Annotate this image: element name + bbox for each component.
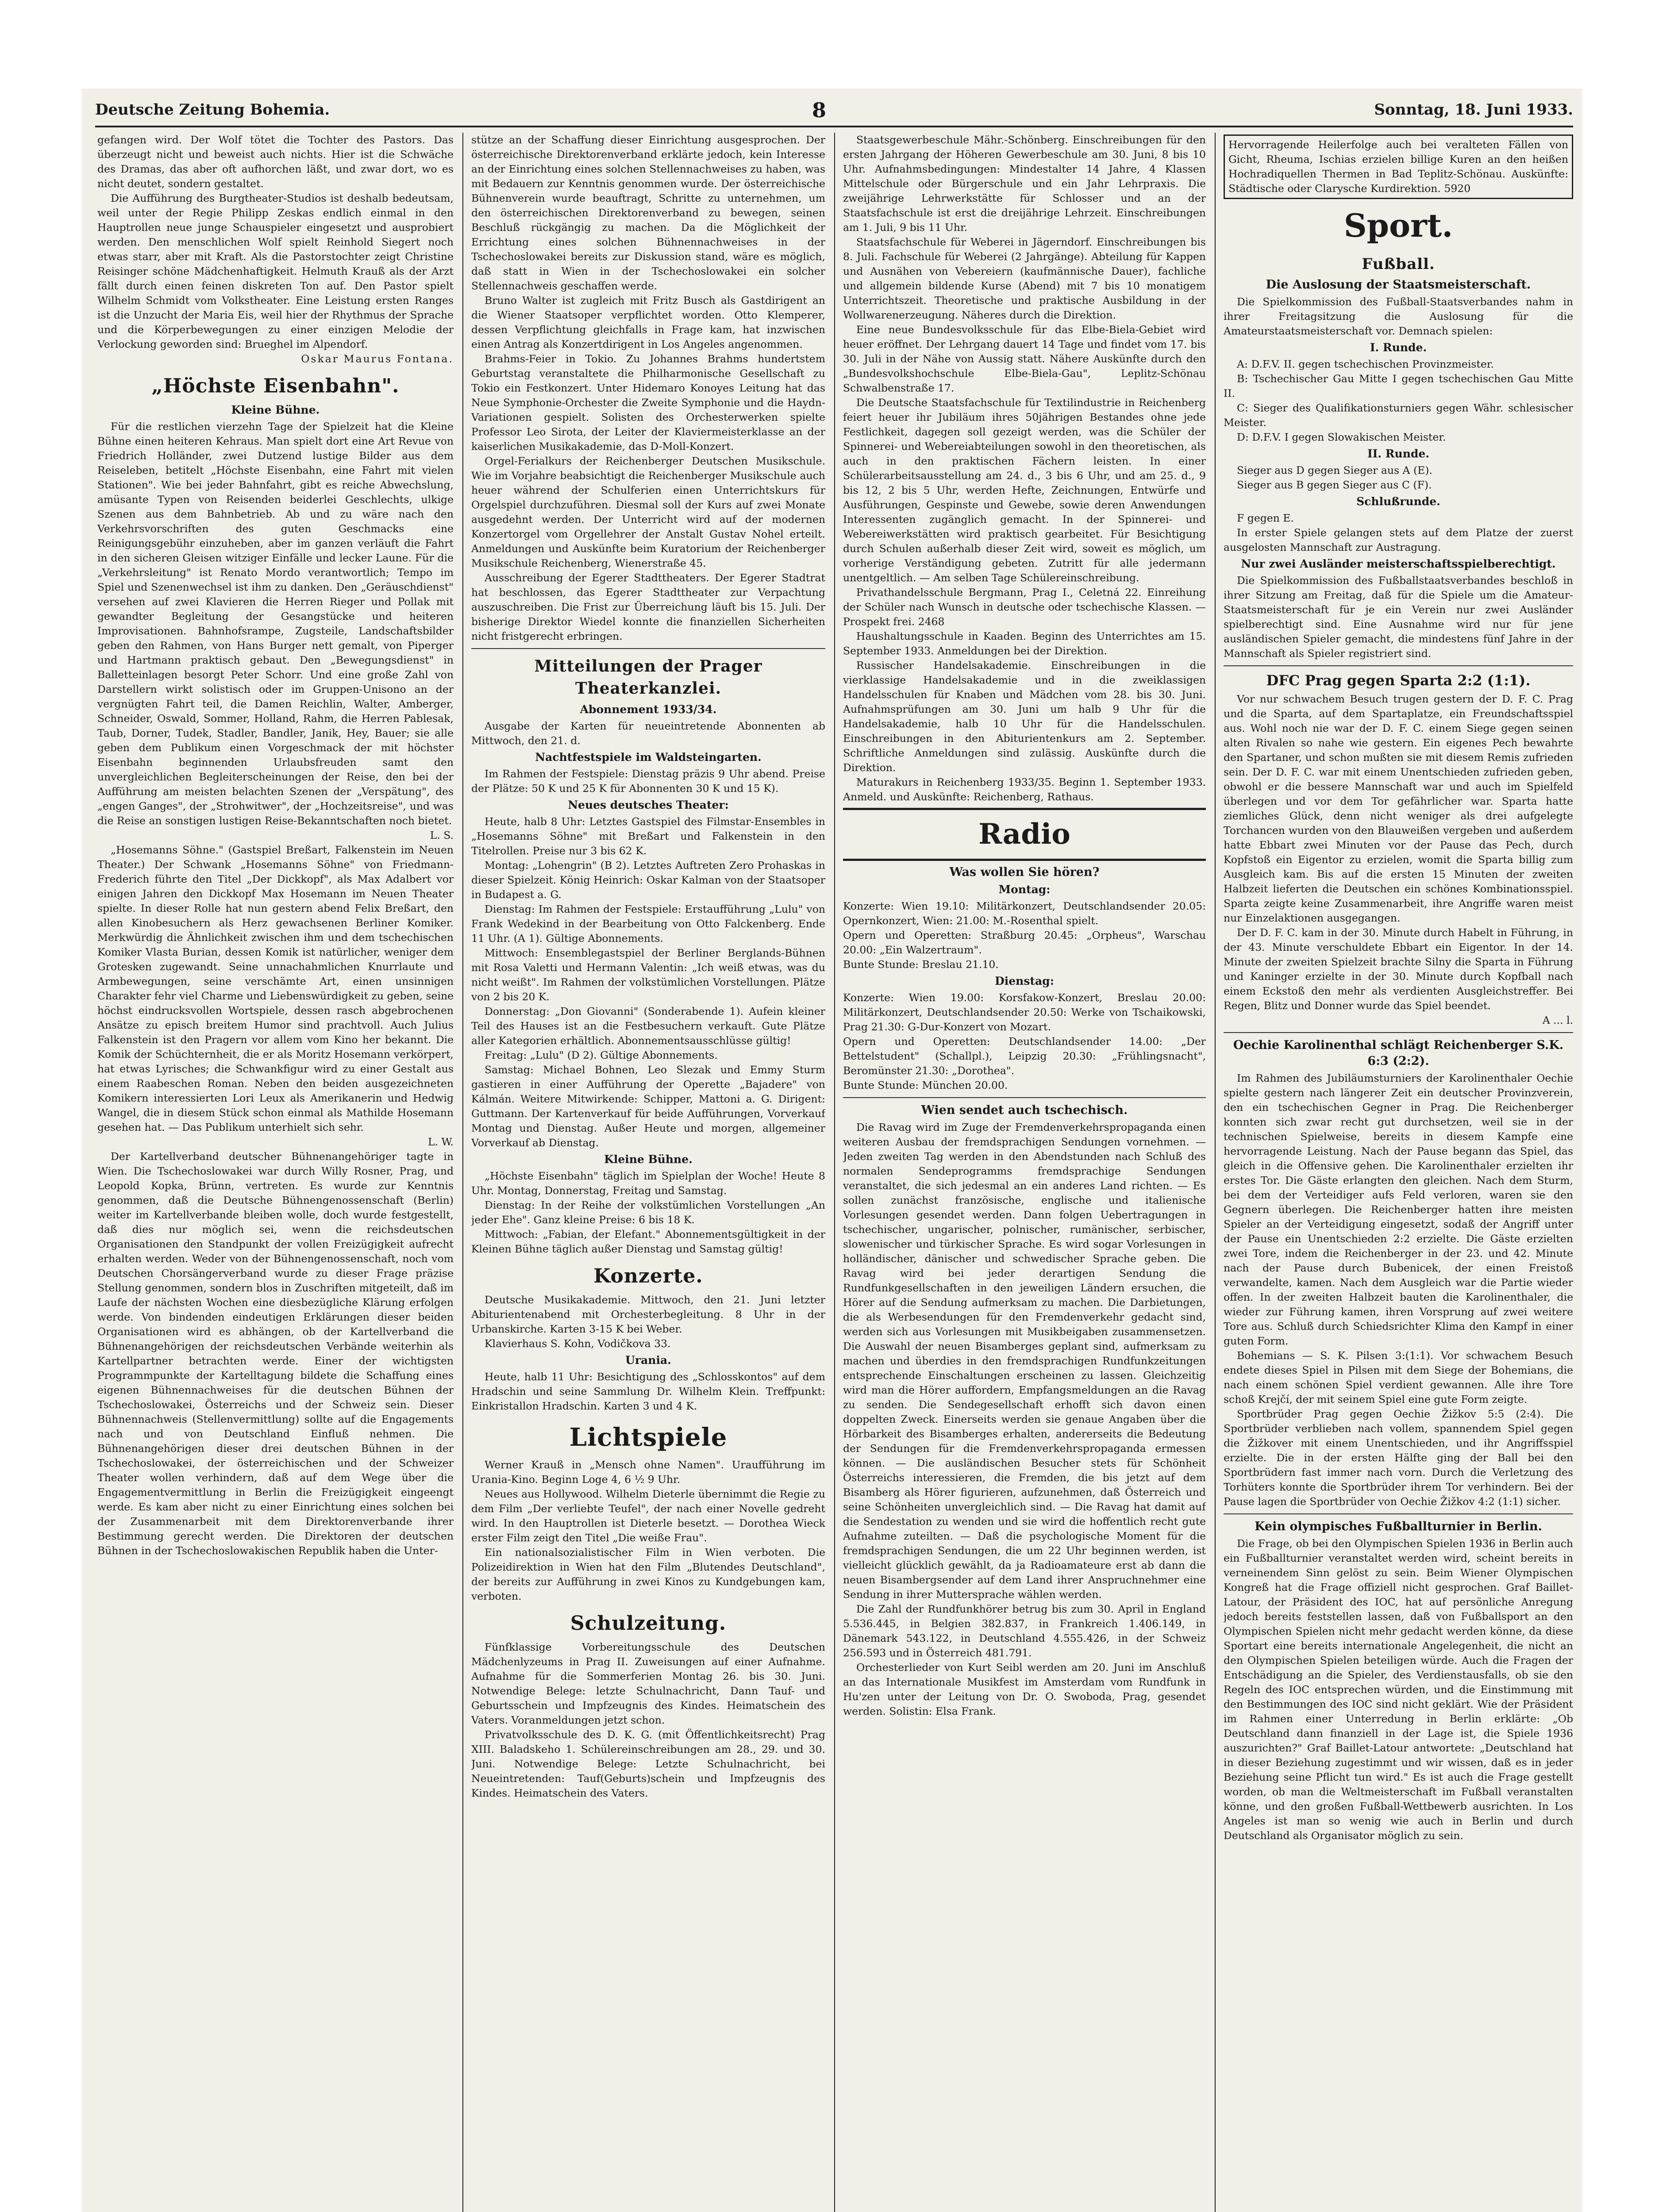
- fixture-line: F gegen E.: [1237, 512, 1294, 524]
- section-rule: [843, 859, 1206, 861]
- notice-paragraph: Montag: „Lohengrin" (B 2). Letztes Auftreten Zero Prohaskas in dieser Spielzeit. König Heinrich: Oskar Kalman von der Staatsoper in Budapest a. G.: [471, 859, 825, 901]
- article-paragraph: Die Spielkommission des Fußball-Staatsverbandes nahm in ihrer Freitagsitzung die Auslosung für die Amateurstaatsmeisterschaft vor. Demnach spielen:: [1224, 296, 1573, 337]
- article-paragraph: Bruno Walter ist zugleich mit Fritz Busch als Gastdirigent an die Wiener Staatsoper verpflichtet worden. Otto Klemperer, dessen Verpflichtung gleichfalls in Frage kam, hat inzwischen einen Antrag als Konzertdirigent in Los Angeles angenommen.: [471, 294, 825, 350]
- notice-paragraph: Privatvolksschule des D. K. G. (mit Öffentlichkeitsrecht) Prag XIII. Baladskeho 1. Schülereinschreibungen am 28., 29. und 30. Juni. Notwendige Belege: Letzte Schulnachricht, bei Neueintretenden: Tauf(Geburts)schein und Impfzeugnis des Kindes. Heimatschein des Vaters.: [471, 1728, 825, 1799]
- article-paragraph: Orgel-Ferialkurs der Reichenberger Deutschen Musikschule. Wie im Vorjahre beabsichtigt die Reichenberger Musikschule auch heuer während der Schulferien einen Unterrichtskurs für Orgelspiel durchzuführen. Diesmal soll der Kurs auf zwei Monate ausgedehnt werden. Der Unterricht wird auf der modernen Konzertorgel vom Orgellehrer der Anstalt Gustav Nohel erteilt. Anmeldungen und Auskünfte beim Kuratorium der Reichenberger Musikschule Reichenberg, Wienerstraße 45.: [471, 455, 825, 569]
- notice-paragraph: Neues aus Hollywood. Wilhelm Dieterle übernimmt die Regie zu dem Film „Der verliebte Teufel", der nach einer Novelle gedreht wird. In den Hauptrollen ist Dieterle besetzt. — Dorothea Wieck erster Film zeigt den Titel „Die weiße Frau".: [471, 1488, 825, 1544]
- headline-nur-zwei-auslaender: Nur zwei Ausländer meisterschaftsspielberechtigt.: [1241, 557, 1556, 570]
- article-paragraph: Die Frage, ob bei den Olympischen Spielen 1936 in Berlin auch ein Fußballturnier veranstaltet werden wird, scheint bereits in verneinendem Sinn gelöst zu sein. Beim Wiener Olympischen Kongreß hat die Frage offiziell nicht gesprochen. Graf Baillet-Latour, der Präsident des IOC, hat auf persönliche Anregung jedoch bereits feststellen lassen, daß von Fußballsport an den Olympischen Spielen nicht mehr gedacht werden könne, da diese Sportart eine bereits internationale Angelegenheit, die nicht an den Olympischen Spielen beteiligen würde. Auch die Fragen der Entschädigung an die Spieler, des Verdienstausfalls, ob sie den Regeln des IOC entsprechen würden, und die Einstimmung mit den Bestimmungen des IOC sind nicht geklärt. Wie der Präsident im Rahmen einer Unterredung in Berlin erklärte: „Ob Deutschland dann finanziell in der Lage ist, die Spiele 1936 auszurichten?" Graf Baillet-Latour antwortete: „Deutschland hat in dieser Beziehung zugestimmt und wir wissen, daß es in jeder Beziehung seine Pflicht tun wird." Es ist auch die Frage gestellt worden, ob man die Weltmeisterschaft im Fußball veranstalten könne, und den großen Fußball-Wettbewerb ausrichten. In Los Angeles ist man so wenig wie auch in Berlin und durch Deutschland als Organisator möglich zu sein.: [1224, 1537, 1573, 1842]
- column-1: [97, 133, 454, 2212]
- headline-wien-sendet: Wien sendet auch tschechisch.: [921, 1103, 1128, 1117]
- article-paragraph: Für die restlichen vierzehn Tage der Spielzeit hat die Kleine Bühne einen heiteren Kehraus. Man spielt dort eine Art Revue von Friedrich Holländer, zwei Dutzend lustige Bilder aus dem Reiseleben, betitelt „Höchste Eisenbahn, eine Fahrt mit vielen Stationen". Wie bei jeder Bahnfahrt, gibt es reiche Abwechslung, amüsante Typen von Reisenden beiderlei Geschlechts, ulkige Szenen aus dem Bahnbetrieb. Ab und zu wäre nach den Verkehrsvorschriften des guten Geschmacks eine Reinigungsgebühr einzuheben, aber im ganzen verläuft die Fahrt in den sicheren Gleisen witziger Einfälle und lecker Laune. Für die „Verkehrsleitung" ist Renato Mordo verantwortlich; Tempo im Spiel und Szenenwechsel ist ihm zu danken. Den „Geräuschdienst" versehen auf zwei Klavieren die Herren Rieger und Pollak mit gewandter Begleitung der Gesangstücke und heiteren Improvisationen. Bahnhofsrampe, Zugsteile, Landschaftsbilder geben den Rahmen, von Hans Burger nett gemalt, von Piperger und Hartmann praktisch gebaut. Den „Bewegungsdienst" in Balletteinlagen besorgt Peter Schorr. Und eine große Zahl von Darstellern wirkt solistisch oder im Gruppen-Unisono an der vergnügten Fahrt teil, die Damen Reichlin, Walter, Amberger, Schneider, Oswald, Sommer, Holland, Rahm, die Herren Pablesak, Taub, Dorner, Tudek, Stadler, Bandler, Janik, Hey, Bauer; sie alle geben dem Publikum einen Vorgeschmack der mit höchster Eisenbahn beginnenden Urlaubsfreuden samt den unvergleichlichen Begleiterscheinungen der Reise, den bei der Aufführung am meisten belachten Szenen der „Verspätung", des „engen Ganges", der „Strohwitwer", der „Hochzeitsreise", und was die Reise an sonstigen lustigen Reise-Bekanntschaften noch bietet.: [97, 420, 454, 827]
- article-paragraph: stütze an der Schaffung dieser Einrichtung ausgesprochen. Der österreichische Direktorenverband erklärte jedoch, kein Interesse an der Einrichtung eines solchen Stellennachweises zu haben, was mit Bedauern zur Kenntnis genommen wurde. Der österreichische Bühnenverein wurde beauftragt, Schritte zu unternehmen, um den österreichischen Direktorenverband zu bewegen, seinen Beschluß rückgängig zu machen. Da die Möglichkeit der Errichtung eines solchen Bühnennachweises in der Tschechoslowakei bereits zur Diskussion stand, wäre es möglich, daß statt in Wien in der Tschechoslowakei ein solcher Stellennachweis geschaffen werde.: [471, 134, 825, 292]
- notice-paragraph: Freitag: „Lulu" (D 2). Gültige Abonnements.: [485, 1049, 718, 1061]
- headline-was-wollen-sie-hoeren: Was wollen Sie hören?: [949, 865, 1100, 879]
- article-paragraph: gefangen wird. Der Wolf tötet die Tochter des Pastors. Das überzeugt nicht und beweist auch nichts. Hier ist die Schwäche des Dramas, das aber oft aufhorchen läßt, und zwar dort, wo es nicht deutet, sondern gestaltet.: [97, 134, 454, 190]
- article-paragraph: Vor nur schwachem Besuch trugen gestern der D. F. C. Prag und die Sparta, auf dem Spartaplatze, ein Freundschaftsspiel aus. Wohl noch nie war der D. F. C. einem Siege gegen seinen alten Rivalen so nahe wie gestern. Ein eigenes Pech bewahrte den Spartaner, und schon mußten sie mit diesem Remis zufrieden sein. Der D. F. C. war mit einem Unentschieden zufrieden geben, obwohl er die bessere Mannschaft war und auch im Spielfeld überlegen und vor dem Tor gefährlicher war. Sparta hatte ziemliches Glück, denn nicht weniger als drei aufgelegte Torchancen wurden von den Blauweißen vergeben und außerdem hatte Ebbart zwei Minuten vor der Pause das Pech, durch Kopfstoß ein Eigentor zu erzielen, womit die Sparta billig zum Ausgleich kam. Bis auf die ersten 15 Minuten der zweiten Halbzeit lieferten die Deutschen ein schönes Kombinationsspiel. Sparta zeigte keine Zusammenarbeit, ihre Angriffe waren meist nur Einzelaktionen ausgegangen.: [1224, 693, 1573, 924]
- subheadline-waldsteingarten: Nachtfestspiele im Waldsteingarten.: [535, 751, 762, 764]
- subheadline-abonnement: Abonnement 1933/34.: [580, 703, 717, 716]
- subheadline-kleine-buehne: Kleine Bühne.: [231, 403, 320, 416]
- article-paragraph: Der Kartellverband deutscher Bühnenangehöriger tagte in Wien. Die Tschechoslowakei war durch Willy Rosner, Prag, und Leopold Kopka, Brünn, vertreten. Es wurde zur Kenntnis genommen, daß die Deutsche Bühnengenossenschaft (Berlin) weiter im Kartellverbande bleiben wolle, doch wurde festgestellt, daß dies nur möglich sei, wenn die reichsdeutschen Organisationen den Standpunkt der vollen Freizügigkeit aufrecht erhalten werden. Weder von der Bühnengenossenschaft, noch vom Deutschen Chorsängerverband wurde zu dieser Frage präzise Stellung genommen, sondern blos in Zuschriften mitgeteilt, daß im Laufe der nächsten Wochen eine diesbezügliche Klärung erfolgen werde. Von bindenden eindeutigen Erklärungen dieser beiden Organisationen wird es abhängen, ob der Kartellverband die Bühnenangehörigen der reichsdeutschen Verbände weiterhin als Kartellpartner betrachten werde. Einer der wichtigsten Programmpunkte der Kartelltagung bildete die Schaffung eines eigenen Bühnennachweises für die deutschen Bühnen der Tschechoslowakei, Österreichs und der Schweiz sein. Dieser Bühnennachweis (Stellenvermittlung) sollte auf die Engagements nach und von Deutschland Einfluß nehmen. Die Bühnenangehörigen dieser drei deutschen Bühnen in der Tschechoslowakei, der österreichischen und der Schweizer Theater wollen verhindern, daß auf dem Wege über die Engagementvermittlung in Berlin die Freizügigkeit eingeengt werde. Es kam aber nicht zu einer Einrichtung eines solchen bei der Zusammenarbeit mit dem Direktorenverbande ihrer Bestimmung gerecht werden. Die Direktoren der deutschen Bühnen in der Tschechoslowakischen Republik haben die Unter-: [97, 1150, 454, 1557]
- column-divider: [834, 133, 835, 2212]
- column-2: [471, 133, 825, 2212]
- radio-listing: Bunte Stunde: München 20.00.: [843, 1079, 1008, 1091]
- advertisement-text: Hervorragende Heilerfolge auch bei veralteten Fällen von Gicht, Rheuma, Ischias erzielen billige Kuren an den heißen Hochradiquellen Thermen in Bad Teplitz-Schönau. Auskünfte: Städtische oder Clarysche Kurdirektion. 5920: [1228, 138, 1568, 195]
- headline-schulzeitung: Schulzeitung.: [570, 1612, 727, 1635]
- article-paragraph: Der D. F. C. kam in der 30. Minute durch Habelt in Führung, in der 43. Minute verschuldete Ebbart ein Eigentor. In der 14. Minute der zweiten Spielzeit brachte Silny die Sparta in Führung und Kaninger erzielte in der 30. Minute durch Kopfball nach einem Eckstoß den mehr als verdienten Ausgleichstreffer. Bei Regen, Blitz und Donner wurde das Spiel beendet.: [1224, 926, 1573, 1012]
- subheadline-montag: Montag:: [998, 883, 1051, 896]
- notice-paragraph: „Höchste Eisenbahn" täglich im Spielplan der Woche! Heute 8 Uhr. Montag, Donnerstag, Freitag und Samstag.: [471, 1170, 825, 1197]
- column-4: [1224, 133, 1573, 2212]
- section-rule: [1224, 1513, 1573, 1514]
- subheadline-schlussrunde: Schlußrunde.: [1356, 495, 1440, 508]
- advertisement-box: [1224, 134, 1573, 199]
- subheadline-runde-2: II. Runde.: [1367, 447, 1429, 460]
- article-paragraph: Orchesterlieder von Kurt Seibl werden am 20. Juni im Anschluß an das Internationale Musikfest im Amsterdam vom Rundfunk in Hu'zen unter der Leitung von Dr. O. Swoboda, Prag, gesendet werden. Solistin: Elsa Frank.: [843, 1661, 1206, 1717]
- radio-listing: Bunte Stunde: Breslau 21.10.: [843, 958, 999, 971]
- article-paragraph: Brahms-Feier in Tokio. Zu Johannes Brahms hundertstem Geburtstag veranstaltete die Philharmonische Gesellschaft zu Tokio ein Festkonzert. Unter Hidemaro Konoyes Leitung hat das Neue Symphonie-Orchester die Zweite Symphonie und die Haydn-Variationen gespielt. Solisten des Orchesterwerken spielte Professor Leo Sirota, der Leiter der Klaviermeisterklasse an der kaiserlichen Musikakademie, das D-Moll-Konzert.: [471, 353, 825, 453]
- article-paragraph: Die Spielkommission des Fußballstaatsverbandes beschloß in ihrer Sitzung am Freitag, daß für die Spiele um die Amateur-Staatsmeisterschaft für je ein Verein nur zwei Ausländer spielberechtigt sind. Eine Ausnahme wird nur für jene ausländischen Spieler gemacht, die mindestens fünf Jahre in der Mannschaft als Spieler registriert sind.: [1224, 574, 1573, 660]
- section-rule: [843, 808, 1206, 810]
- section-title-radio: Radio: [978, 818, 1070, 851]
- article-paragraph: „Hosemanns Söhne." (Gastspiel Breßart, Falkenstein im Neuen Theater.) Der Schwank „Hosemanns Söhne" von Friedmann-Frederich führte den Titel „Der Dickkopf", als Max Adalbert vor einigen Jahren den Dickkopf Max Hosemann im Neuen Theater spielte. In dieser Rolle hat nun gestern abend Felix Breßart, den allen Kinobesuchern als Herz gewachsenen Berliner Komiker. Merkwürdig die Ähnlichkeit zwischen ihm und dem tschechischen Komiker Vlasta Burian, dessen Komik ist natürlicher, weniger dem Grotesken zugewandt. Seine unnachahmlichen Knurrlaute und Armbewegungen, seine verschämte Art, einen unsinnigen Charakter fehr viel Charme und Liebenswürdigkeit zu geben, seine höchst eindrucksvollen Wortspiele, dessen rasch abgebrochenen Ansätze zu episch breitem Humor sind prachtvoll. Auch Julius Falkenstein ist den Pragern vor allem vom Kino her bekannt. Die Komik der Schüchternheit, die er als Moritz Hosemann verkörpert, hat etwas Lyrisches; die Schwankfigur wird zu einer Gestalt aus einem Raabeschen Roman. Neben den beiden ausgezeichneten Komikern interessierten Lori Leux als Amerikanerin und Hedwig Wangel, die in diesem Stück schon einmal als Mathilde Hosemann gesehen hat. — Das Publikum unterhielt sich sehr.: [97, 844, 454, 1133]
- page-header: [95, 96, 1573, 123]
- article-paragraph: Die Ravag wird im Zuge der Fremdenverkehrspropaganda einen weiteren Ausbau der fremdsprachigen Sendungen vornehmen. — Jeden zweiten Tag werden in den Abendstunden nach Schluß des normalen Sendeprogramms fremdsprachige Sendungen veranstaltet, die sich jedesmal an ein anderes Land richten. — Es sollen zunächst französische, englische und italienische Vorlesungen gesendet werden. Dann folgen Uebertragungen in tschechischer, ungarischer, polnischer, rumänischer, serbischer, slowenischer und türkischer Sprache. Es wird sogar Vorlesungen in holländischer, dänischer und schwedischer Sprache geben. Die Ravag wird bei jeder derartigen Sendung die Rundfunkgesellschaften in den jeweiligen Ländern ersuchen, die Hörer auf die Sendung aufmerksam zu machen. Die Darbietungen, die als Werbesendungen für den Fremdenverkehr gedacht sind, werden sich aus Vorlesungen mit Musikbeigaben zusammensetzen. Die Auswahl der neuen Bisamberges geplant sind, aufmerksam zu machen und überdies in den fremdsprachigen Rundfunkzeitungen entsprechende Einschaltungen erscheinen zu lassen. Gleichzeitig wird man die Hörer auffordern, Empfangsmeldungen an die Ravag zu senden. Die Sendegesellschaft erhofft sich davon einen doppelten Zweck. Einerseits werden sie genaue Angaben über die Hörbarkeit des Bisamberges erhalten, andererseits die Bedeutung der Sendungen für die Fremdenverkehrspropaganda ermessen können. — Die ausländischen Besucher stets für Schönheit Österreichs interessieren, die Fremden, die bis jetzt auf dem Bisamberg als Hörer figurieren, aufzunehmen, daß Österreich und seine Schönheiten unvergleichlich sind. — Die Ravag hat damit auf die Sendestation zu wenden und sie wird die hoffentlich recht gute Aufnahme zuteilten. — Daß die psychologische Moment für die fremdsprachigen Sendungen, die um 22 Uhr beginnen werden, ist vielleicht glücklich gewählt, da ja Radioamateure erst ab dann die neuen Bisambergsender auf dem Land ihrer Anspruchnehmer eine Sendung in ihrer Muttersprache wählen werden.: [843, 1121, 1206, 1601]
- fixture-line: D: D.F.V. I gegen Slowakischen Meister.: [1237, 431, 1446, 443]
- article-paragraph: Bohemians — S. K. Pilsen 3:(1:1). Vor schwachem Besuch endete dieses Spiel in Pilsen mit dem Siege der Bohemians, die nach einem schönen Spiel verdient gewannen. Alle ihre Tore schoß Krejčí, der mit seinem Spiel eine gute Form zeigte.: [1224, 1349, 1573, 1406]
- article-paragraph: Im Rahmen des Jubiläumsturniers der Karolinenthaler Oechie spielte gestern nach längerer Zeit ein deutscher Provinzverein, den ein tschechischen Gegner in Prag. Die Reichenberger konnten sich zwar recht gut durchsetzen, weil sie in der technischen Spielweise, bereits in diesem Kampfe eine hervorragende Leistung. Nach der Pause begann das Spiel, das gleich in die Offensive gehen. Die Karolinenthaler erzielten ihr erstes Tor. Die Gäste erlangten den gleichen. Nach dem Sturm, bei dem der Verteidiger aufs Feld verloren, waren sie den Gegnern überlegen. Die Reichenberger hatten ihre meisten Spieler an der Verteidigung eingesetzt, sodaß der Angriff unter der Pause ein Unentschieden 2:2 erzielte. Die Gäste erzielten zwei Tore, indem die Reichenberger in der 23. und 42. Minute nach der Pause durch Bubenicek, der einen Freistoß verwandelte, kamen. Nach dem Ausgleich war die Partie wieder offen. In der zweiten Halbzeit bauten die Karolinenthaler, die wieder zur Führung kamen, ihren Vorsprung auf zwei weitere Tore aus. Schluß durch Schiedsrichter Klima den Kampf in einer guten Form.: [1224, 1072, 1573, 1347]
- fixture-line: A: D.F.V. II. gegen tschechischen Provinzmeister.: [1237, 358, 1494, 370]
- notice-paragraph: Mittwoch: Ensemblegastspiel der Berliner Berglands-Bühnen mit Rosa Valetti und Hermann Valentin: „Ich weiß etwas, was du nicht weißt". Im Rahmen der volkstümlichen Vorstellungen. Plätze von 2 bis 20 K.: [471, 947, 825, 1003]
- article-signature: L. W.: [427, 1136, 454, 1148]
- notice-paragraph: Im Rahmen der Festspiele: Dienstag präzis 9 Uhr abend. Preise der Plätze: 50 K und 25 K für Abonnenten 30 K und 15 K).: [471, 768, 825, 795]
- notice-paragraph: Werner Krauß in „Mensch ohne Namen". Uraufführung im Urania-Kino. Beginn Loge 4, 6 ½ 9 Uhr.: [471, 1459, 825, 1486]
- headline-kein-olympisches-turnier: Kein olympisches Fußballturnier in Berlin.: [1255, 1520, 1542, 1533]
- radio-listing: Opern und Operetten: Straßburg 20.45: „Orpheus", Warschau 20.00: „Ein Walzertraum".: [843, 929, 1206, 956]
- article-paragraph: Sportbrüder Prag gegen Oechie Žižkov 5:5 (2:4). Die Sportbrüder verblieben nach vollem, spannendem Spiel gegen die Žižkover mit einem Unentschieden, und ihr Angriffsspiel erzielte. Die in der ersten Hälfte ging der Ball bei den Sportbrüdern fast immer nach vorn. Durch die Verletzung des Torhüters konnte die Sportbrüder ihrem Tor verhindern. Bei der Pause lagen die Sportbrüder von Oechie Žižkov 4:2 (1:1) sicher.: [1224, 1408, 1573, 1508]
- fixture-line: C: Sieger des Qualifikationsturniers gegen Währ. schlesischer Meister.: [1224, 402, 1573, 429]
- headline-mitteilungen: Mitteilungen der Prager Theaterkanzlei.: [534, 657, 762, 698]
- subheadline-kleine-buehne: Kleine Bühne.: [604, 1153, 693, 1166]
- article-paragraph: Die Zahl der Rundfunkhörer betrug bis zum 30. April in England 5.536.445, in Belgien 382.837, in Frankreich 1.406.149, in Dänemark 543.122, in Deutschland 4.555.426, in der Schweiz 256.593 und in Österreich 481.791.: [843, 1603, 1206, 1659]
- headline-hoechste-eisenbahn: „Höchste Eisenbahn".: [151, 375, 400, 397]
- header-masthead: Deutsche Zeitung Bohemia.: [95, 101, 330, 119]
- radio-listing: Opern und Operetten: Deutschlandsender 14.00: „Der Bettelstudent" (Schallpl.), Leipzig 20.30: „Frühlingsnacht", Beromünster 21.30: „Dorothea".: [843, 1035, 1206, 1077]
- headline-konzerte: Konzerte.: [593, 1265, 703, 1287]
- notice-paragraph: Samstag: Michael Bohnen, Leo Slezak und Emmy Sturm gastieren in einer Aufführung der Operette „Bajadere" von Kálmán. Weitere Mitwirkende: Schipper, Mattoni a. G. Dirigent: Guttmann. Der Kartenverkauf für beide Aufführungen, Vorverkauf Montag und Dienstag. Außer Heute und morgen, allgemeiner Vorverkauf ab Dienstag.: [471, 1064, 825, 1149]
- article-signature: Oskar Maurus Fontana.: [301, 353, 454, 365]
- article-paragraph: Ausschreibung der Egerer Stadttheaters. Der Egerer Stadtrat hat beschlossen, das Egerer Stadttheater zur Verpachtung auszuschreiben. Die Frist zur Überreichung läuft bis 15. Juli. Der bisherige Direktor Wiedel konnte die finanziellen Sicherheiten nicht fristgerecht erbringen.: [471, 572, 825, 642]
- fixture-line: Sieger aus D gegen Sieger aus A (E).: [1237, 464, 1432, 476]
- school-notice: Russischer Handelsakademie. Einschreibungen in die vierklassige Handelsakademie und in die zweiklassigen Handelsschulen für Knaben und Mädchen vom 28. bis 30. Juni. Aufnahmsprüfungen am 30. Juni um halb 9 Uhr für die Handelsakademie, halb 10 Uhr für die Handelsschulen. Einschreibungen in den Abiturientenkurs am 2. September. Schriftliche Anmeldungen sind zulässig. Auskünfte durch die Direktion.: [843, 659, 1206, 774]
- school-notice: Maturakurs in Reichenberg 1933/35. Beginn 1. September 1933. Anmeld. und Auskünfte: Reichenberg, Rathaus.: [843, 776, 1206, 803]
- header-page-number: 8: [812, 98, 827, 122]
- header-rule: [95, 126, 1573, 127]
- headline-oechie-reichenberg: Oechie Karolinenthal schlägt Reichenberger S.K. 6:3 (2:2).: [1233, 1038, 1564, 1068]
- notice-paragraph: Ausgabe der Karten für neueintretende Abonnenten ab Mittwoch, den 21. d.: [471, 720, 825, 747]
- radio-listing: Konzerte: Wien 19.00: Korsfakow-Konzert, Breslau 20.00: Militärkonzert, Deutschlandsender 20.50: Werke von Tschaikowski, Prag 21.30: G-Dur-Konzert von Mozart.: [843, 991, 1206, 1033]
- subheadline-urania: Urania.: [625, 1354, 671, 1367]
- subheadline-dienstag: Dienstag:: [995, 975, 1054, 987]
- column-3: [843, 133, 1206, 2212]
- subheadline-neues-deutsches-theater: Neues deutsches Theater:: [568, 799, 729, 811]
- subheadline-runde-1: I. Runde.: [1370, 341, 1427, 354]
- article-signature: A ... l.: [1542, 1014, 1573, 1026]
- notice-paragraph: Dienstag: In der Reihe der volkstümlichen Vorstellungen „An jeder Ehe". Ganz kleine Preise: 6 bis 18 K.: [471, 1199, 825, 1226]
- article-paragraph: In erster Spiele gelangen stets auf dem Platze der zuerst ausgelosten Mannschaft zur Austragung.: [1224, 526, 1573, 553]
- headline-lichtspiele: Lichtspiele: [569, 1423, 727, 1452]
- school-notice: Privathandelsschule Bergmann, Prag I., Celetná 22. Einreihung der Schüler nach Wunsch in deutsche oder tschechische Klassen. — Prospekt frei. 2468: [843, 586, 1206, 628]
- notice-paragraph: Deutsche Musikakademie. Mittwoch, den 21. Juni letzter Abiturientenabend mit Orchesterbegleitung. 8 Uhr in der Urbanskirche. Karten 3-15 K bei Weber.: [471, 1294, 825, 1335]
- headline-auslosung: Die Auslosung der Staatsmeisterschaft.: [1266, 278, 1531, 292]
- section-rule: [843, 1097, 1206, 1098]
- article-signature: L. S.: [430, 829, 454, 841]
- header-date: Sonntag, 18. Juni 1933.: [1374, 101, 1573, 119]
- column-divider: [1215, 133, 1216, 2212]
- notice-paragraph: Dienstag: Im Rahmen der Festspiele: Erstaufführung „Lulu" von Frank Wedekind in der Bearbeitung von Otto Falckenberg. Ende 11 Uhr. (A 1). Gültige Abonnements.: [471, 903, 825, 945]
- section-rule: [1224, 665, 1573, 666]
- notice-paragraph: Heute, halb 11 Uhr: Besichtigung des „Schlosskontos" auf dem Hradschin und seine Sammlung Dr. Wilhelm Klein. Treffpunkt: Einkristallon Hradschin. Karten 3 und 4 K.: [471, 1371, 825, 1412]
- column-divider: [462, 133, 463, 2212]
- school-notice: Die Deutsche Staatsfachschule für Textilindustrie in Reichenberg feiert heuer ihr Jubiläum ihres 50jährigen Bestandes ohne jede Festlichkeit, dagegen soll gezeigt werden, was die Schüler der Spinnerei- und Webereiabteilungen sowohl in den theoretischen, als auch in den praktischen Fächern leisten. In einer Schülerarbeitsausstellung am 24. d., 3 bis 6 Uhr, und am 25. d., 9 bis 12, 2 bis 5 Uhr, werden Hefte, Zeichnungen, Entwürfe und Ausführungen, Gespinste und Gewebe, sowie deren Anwendungen Interessenten zugänglich gemacht. In der Spinnerei- und Webereiwerkstätten wird praktisch gearbeitet. Für Besichtigung durch Schulen außerhalb dieser Zeit wird, soweit es möglich, um vorherige Verständigung gebeten. Zutritt für alle jedermann unentgeltlich. — Am selben Tage Schülereinschreibung.: [843, 396, 1206, 584]
- radio-listing: Konzerte: Wien 19.10: Militärkonzert, Deutschlandsender 20.05: Opernkonzert, Wien: 21.00: M.-Rosenthal spielt.: [843, 900, 1206, 927]
- school-notice: Staatsgewerbeschule Mähr.-Schönberg. Einschreibungen für den ersten Jahrgang der Höheren Gewerbeschule am 30. Juni, 8 bis 10 Uhr. Aufnahmsbedingungen: Mindestalter 14 Jahre, 4 Klassen Mittelschule oder Bürgerschule und ein Jahr Lehrpraxis. Die zweijährige Lehrwerkstätte für Schlosser und an der Staatsfachschule ist erst die dreijährige Lehrzeit. Einschreibungen am 1. Juli, 9 bis 11 Uhr.: [843, 134, 1206, 234]
- school-notice: Haushaltungsschule in Kaaden. Beginn des Unterrichtes am 15. September 1933. Anmeldungen bei der Direktion.: [843, 630, 1206, 657]
- notice-paragraph: Fünfklassige Vorbereitungsschule des Deutschen Mädchenlyzeums in Prag II. Zuweisungen auf einer Aufnahme. Aufnahme für die Sommerferien Montag 26. bis 30. Juni. Notwendige Belege: letzte Schulnachricht, Dann Tauf- und Geburtsschein und Impfzeugnis des Kindes. Heimatschein des Vaters. Voranmeldungen jetzt schon.: [471, 1641, 825, 1726]
- school-notice: Eine neue Bundesvolksschule für das Elbe-Biela-Gebiet wird heuer eröffnet. Der Lehrgang dauert 14 Tage und findet vom 17. bis 30. Juli in der Nähe von Aussig statt. Nähere Auskünfte durch den „Bundesvolkshochschule Elbe-Biela-Gau", Leplitz-Schönau Schwalbenstraße 17.: [843, 323, 1206, 394]
- notice-paragraph: Ein nationalsozialistischer Film in Wien verboten. Die Polizeidirektion in Wien hat den Film „Blutendes Deutschland", der bereits zur Aufführung in zwei Kinos zu Kundgebungen kam, verboten.: [471, 1546, 825, 1602]
- section-rule: [1224, 1032, 1573, 1033]
- notice-paragraph: Heute, halb 8 Uhr: Letztes Gastspiel des Filmstar-Ensembles in „Hosemanns Söhne" mit Breßart und Falkenstein in den Titelrollen. Preise nur 3 bis 62 K.: [471, 815, 825, 857]
- article-paragraph: Die Aufführung des Burgtheater-Studios ist deshalb bedeutsam, weil unter der Regie Philipp Zeskas endlich einmal in den Hauptrollen neue junge Schauspieler eingesetzt und ausprobiert werden. Den menschlichen Wolf spielt Reinhold Siegert noch etwas starr, aber mit Kraft. Als die Pastorstochter zeigt Christine Reisinger schöne Mädchenhaftigkeit. Helmuth Krauß als der Arzt fällt durch einen feinen diskreten Ton auf. Den Pastor spielt Wilhelm Schmidt vom Volkstheater. Eine Leistung ersten Ranges ist die Unzucht der Maria Eis, weil hier der Rhythmus der Sprache und die Körperbewegungen zu einer einzigen Melodie der Verlockung geworden sind: Brueghel im Alpendorf.: [97, 192, 454, 350]
- section-title-sport: Sport.: [1343, 207, 1453, 244]
- headline-dfc-sparta: DFC Prag gegen Sparta 2:2 (1:1).: [1266, 672, 1531, 689]
- fixture-line: B: Tschechischer Gau Mitte I gegen tschechischen Gau Mitte II.: [1224, 373, 1573, 399]
- school-notice: Staatsfachschule für Weberei in Jägerndorf. Einschreibungen bis 8. Juli. Fachschule für Weberei (2 Jahrgänge). Abteilung für Kappen und Ausnähen von Vebereiern (kaufmännische Dauer), fachliche und allgemein bildende Kurse (Abend) mit 7 bis 10 monatigem Unterrichtszeit. Theoretische und praktische Ausbildung in der Wollwarenerzeugung. Näheres durch die Direktion.: [843, 236, 1206, 321]
- notice-paragraph: Donnerstag: „Don Giovanni" (Sonderabende 1). Aufein kleiner Teil des Hauses ist an die Festbesuchern verkauft. Gute Plätze aller Kategorien erhältlich. Abonnementsausschlüsse gültig!: [471, 1005, 825, 1047]
- fixture-line: Sieger aus B gegen Sieger aus C (F).: [1237, 479, 1432, 491]
- headline-fussball: Fußball.: [1362, 255, 1435, 273]
- section-rule: [471, 648, 825, 649]
- notice-paragraph: Mittwoch: „Fabian, der Elefant." Abonnementsgültigkeit in der Kleinen Bühne täglich außer Dienstag und Samstag gültig!: [471, 1228, 825, 1255]
- notice-paragraph: Klavierhaus S. Kohn, Vodičkova 33.: [485, 1337, 671, 1350]
